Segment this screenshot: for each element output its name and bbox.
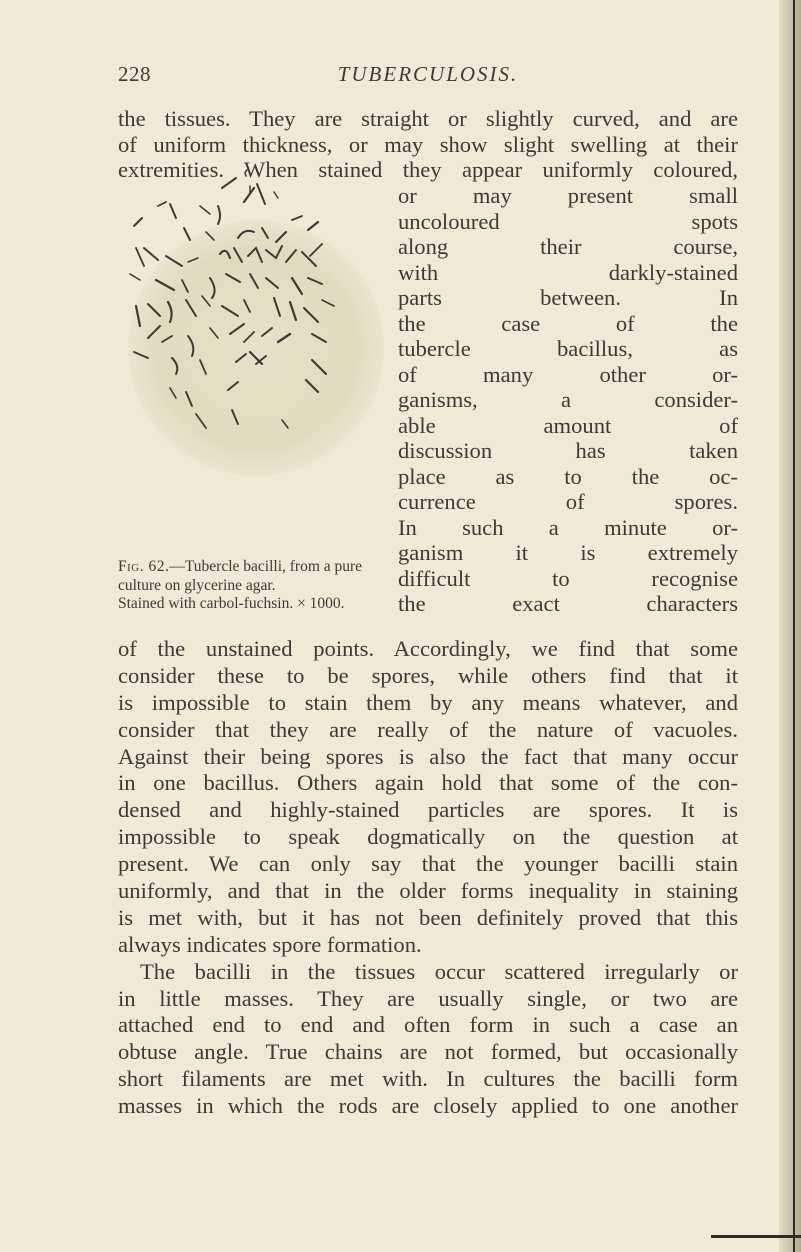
lower-paragraphs bbox=[118, 636, 738, 1120]
text-line: always indicates spore formation. bbox=[118, 931, 422, 957]
text-line: discussion has taken bbox=[398, 438, 738, 463]
text-line: of many other or- bbox=[398, 361, 738, 387]
bottom-rule bbox=[711, 1235, 801, 1238]
text-line: the case of the bbox=[398, 310, 738, 336]
caption-line: culture on glycerine agar. bbox=[118, 576, 276, 594]
text-line: place as to the oc- bbox=[398, 463, 738, 489]
caption-line bbox=[118, 558, 388, 577]
figure-tubercle-bacilli bbox=[126, 166, 388, 550]
text-line: the tissues. They are straight or slightly curved, and are bbox=[118, 106, 738, 131]
text-line: extremities. When stained they appear uniformly coloured, bbox=[118, 157, 738, 182]
wrapped-text bbox=[398, 183, 738, 617]
text-line: tubercle bacillus, as bbox=[398, 336, 738, 361]
text-line: masses in which the rods are closely applied to one another bbox=[118, 1093, 738, 1119]
text-line: is met with, but it has not been definitely proved that this bbox=[118, 904, 738, 930]
page-edge-shadow bbox=[779, 0, 801, 1252]
text-line: short filaments are met with. In cultures the bacilli form bbox=[118, 1066, 738, 1092]
page-header bbox=[118, 62, 738, 92]
text-line: uniformly, and that in the older forms inequality in staining bbox=[118, 878, 738, 904]
text-line: with darkly-stained bbox=[398, 259, 738, 285]
text-line: is impossible to stain them by any means whatever, and bbox=[118, 689, 738, 715]
text-line: Against their being spores is also the fact that many occur bbox=[118, 743, 738, 769]
text-line: the exact characters bbox=[398, 591, 738, 616]
text-line: present. We can only say that the younger bacilli stain bbox=[118, 851, 738, 877]
caption-text: —Tubercle bacilli, from a pure bbox=[169, 558, 363, 575]
text-line: in one bacillus. Others again hold that some of the con- bbox=[118, 770, 738, 796]
running-title: TUBERCULOSIS. bbox=[337, 62, 519, 86]
text-line: impossible to speak dogmatically on the question at bbox=[118, 824, 738, 850]
text-line: consider these to be spores, while others find that it bbox=[118, 662, 738, 688]
text-line: currence of spores. bbox=[398, 489, 738, 514]
text-line: difficult to recognise bbox=[398, 565, 738, 591]
text-line: able amount of bbox=[398, 412, 738, 438]
page-edge-line bbox=[793, 0, 795, 1252]
text-line: ganism it is extremely bbox=[398, 540, 738, 565]
text-line: of the unstained points. Accordingly, we find that some bbox=[118, 636, 738, 661]
text-line: ganisms, a consider- bbox=[398, 387, 738, 412]
text-line: parts between. In bbox=[398, 285, 738, 310]
text-line: in little masses. They are usually single, or two are bbox=[118, 985, 738, 1011]
page-number: 228 bbox=[118, 62, 151, 86]
bacilli-illustration bbox=[126, 166, 388, 550]
text-line: The bacilli in the tissues occur scattered irregularly or bbox=[140, 958, 738, 984]
text-line: In such a minute or- bbox=[398, 514, 738, 540]
text-line: densed and highly-stained particles are spores. It is bbox=[118, 797, 738, 823]
microscope-field bbox=[128, 220, 384, 476]
text-line: consider that they are really of the nature of vacuoles. bbox=[118, 716, 738, 742]
figure-caption bbox=[118, 558, 388, 614]
figure-label: Fig. 62. bbox=[118, 558, 170, 575]
text-line: attached end to end and often form in such a case an bbox=[118, 1012, 738, 1038]
text-line: of uniform thickness, or may show slight swelling at their bbox=[118, 131, 738, 157]
text-line: along their course, bbox=[398, 234, 738, 259]
text-line: or may present small bbox=[398, 183, 738, 208]
text-line: obtuse angle. True chains are not formed, but occasionally bbox=[118, 1039, 738, 1065]
caption-line: Stained with carbol-fuchsin. × 1000. bbox=[118, 595, 345, 612]
text-line: uncoloured spots bbox=[398, 208, 738, 234]
